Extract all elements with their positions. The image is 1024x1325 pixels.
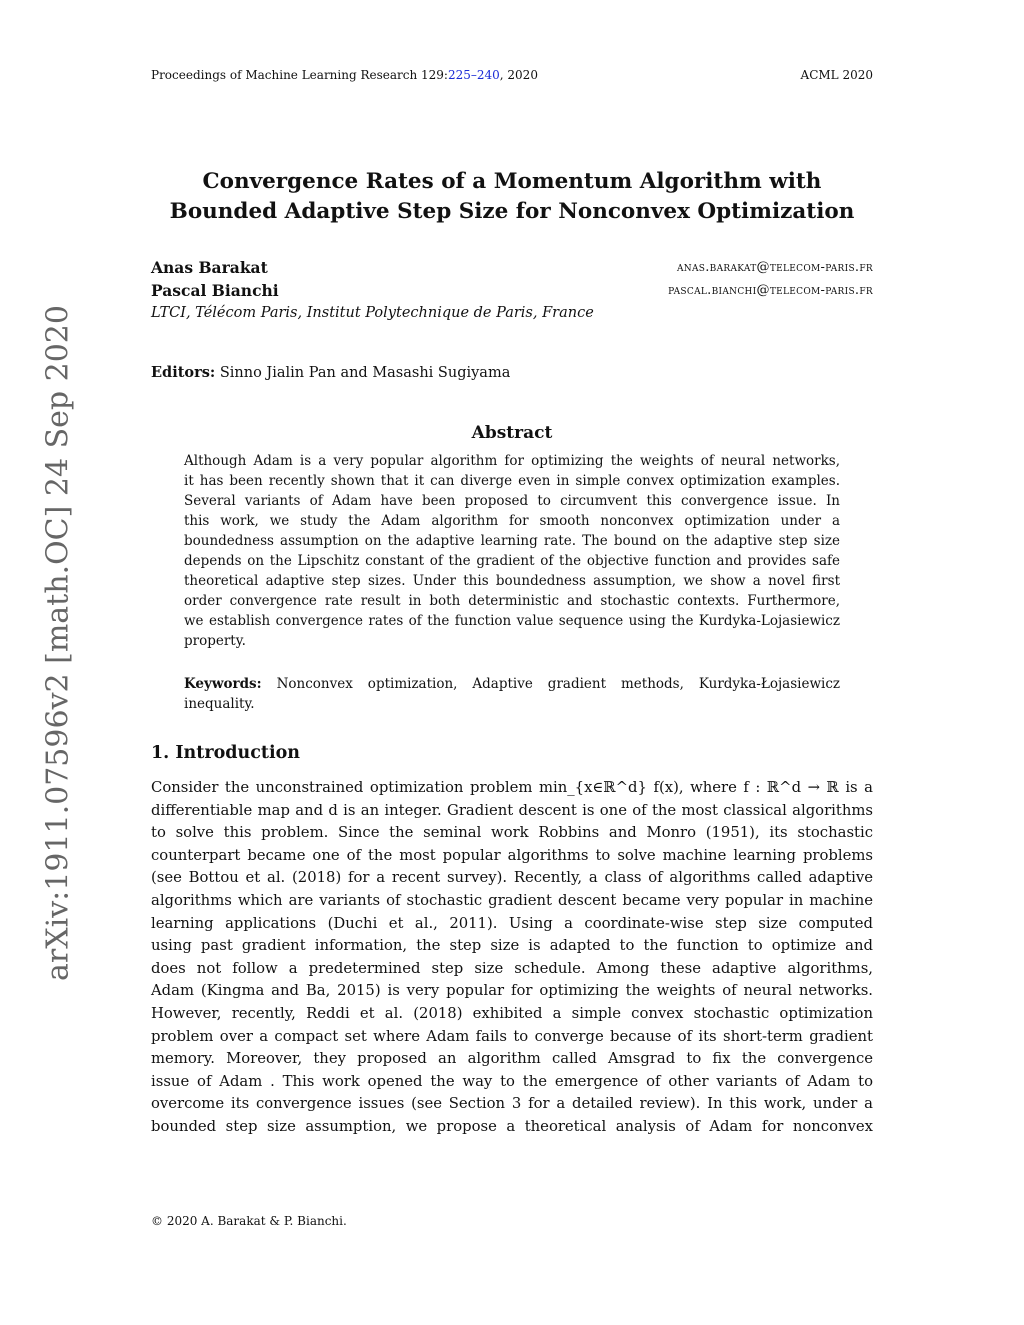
arxiv-stamp: [38, 305, 78, 981]
arxiv-id: arXiv:1911.07596v2 [math.OC] 24 Sep 2020: [40, 305, 76, 981]
abstract-line: this work, we study the Adam algorithm for smooth nonconvex optimization under a: [184, 513, 840, 529]
year: , 2020: [499, 68, 538, 82]
intro-line: counterpart became one of the most popular algorithms to solve machine learning problems: [151, 846, 873, 864]
keywords-text: Nonconvex optimization, Adaptive gradient methods, Kurdyka-Łojasiewicz: [276, 676, 841, 692]
abstract-heading: Abstract: [471, 423, 553, 443]
abstract-line: boundedness assumption on the adaptive learning rate. The bound on the adaptive step size: [184, 533, 840, 549]
abstract-body: [184, 451, 840, 651]
abstract-line: it has been recently shown that it can diverge even in simple convex optimization examples.: [184, 473, 840, 489]
author-email: pascal.bianchi@telecom-paris.fr: [668, 283, 873, 298]
author-name: Anas Barakat: [151, 258, 268, 277]
intro-line: overcome its convergence issues (see Section 3 for a detailed review). In this work, under a: [151, 1095, 873, 1113]
editors-label: Editors:: [151, 364, 216, 381]
editors-names: Sinno Jialin Pan and Masashi Sugiyama: [219, 365, 511, 381]
introduction-body: [151, 777, 873, 1139]
author-name: Pascal Bianchi: [151, 281, 279, 300]
editors: [151, 364, 510, 381]
conference-name: ACML 2020: [800, 68, 873, 82]
intro-line: issue of Adam . This work opened the way to the emergence of other variants of Adam to: [151, 1072, 873, 1090]
abstract-line: property.: [184, 633, 246, 649]
title-line-2: Bounded Adaptive Step Size for Nonconvex Optimization: [169, 199, 855, 224]
intro-line: However, recently, Reddi et al. (2018) exhibited a simple convex stochastic optimization: [151, 1004, 873, 1022]
intro-line: differentiable map and d is an integer. Gradient descent is one of the most classical algorithms: [151, 801, 873, 819]
abstract-line: depends on the Lipschitz constant of the gradient of the objective function and provides safe: [184, 553, 840, 569]
intro-line: memory. Moreover, they proposed an algorithm called Amsgrad to fix the convergence: [151, 1050, 873, 1068]
pages-link[interactable]: 225–240: [447, 68, 500, 82]
abstract-line: theoretical adaptive step sizes. Under this boundedness assumption, we show a novel first: [184, 573, 840, 589]
affiliation: LTCI, Télécom Paris, Institut Polytechnique de Paris, France: [151, 305, 594, 321]
copyright-footer: © 2020 A. Barakat & P. Bianchi.: [151, 1214, 347, 1228]
intro-line: Consider the unconstrained optimization problem min_{x∈ℝ^d} f(x), where f : ℝ^d → ℝ is a: [151, 779, 873, 796]
keywords-line: inequality.: [184, 696, 255, 712]
intro-line: problem over a compact set where Adam fails to converge because of its short-term gradient: [151, 1027, 873, 1045]
abstract-line: Several variants of Adam have been proposed to circumvent this convergence issue. In: [184, 493, 840, 509]
keywords-label: Keywords:: [184, 676, 262, 692]
running-header: [151, 68, 538, 82]
author-email: anas.barakat@telecom-paris.fr: [676, 260, 873, 275]
intro-line: bounded step size assumption, we propose a theoretical analysis of Adam for nonconvex: [151, 1117, 873, 1135]
abstract-line: we establish convergence rates of the function value sequence using the Kurdyka-Lojasiewicz: [184, 613, 840, 629]
section-heading: 1. Introduction: [151, 743, 300, 763]
intro-line: algorithms which are variants of stochastic gradient descent became very popular in machine: [151, 891, 873, 909]
title-line-1: Convergence Rates of a Momentum Algorithm with: [202, 169, 822, 194]
intro-line: does not follow a predetermined step size schedule. Among these adaptive algorithms,: [151, 959, 873, 977]
intro-line: (see Bottou et al. (2018) for a recent survey). Recently, a class of algorithms called adaptive: [151, 869, 873, 887]
keywords-line: [184, 674, 840, 694]
intro-line: Adam (Kingma and Ba, 2015) is very popular for optimizing the weights of neural networks.: [151, 982, 873, 1000]
intro-line: to solve this problem. Since the seminal work Robbins and Monro (1951), its stochastic: [151, 824, 873, 842]
abstract-line: order convergence rate result in both deterministic and stochastic contexts. Furthermore,: [184, 593, 840, 609]
intro-line: using past gradient information, the step size is adapted to the function to optimize and: [151, 937, 873, 955]
journal-name: Proceedings of Machine Learning Research 129:: [151, 68, 448, 82]
abstract-line: Although Adam is a very popular algorithm for optimizing the weights of neural networks,: [184, 453, 840, 469]
intro-line: learning applications (Duchi et al., 2011). Using a coordinate-wise step size computed: [151, 914, 873, 932]
keywords: [184, 674, 840, 714]
paper-title: [0, 167, 1024, 227]
